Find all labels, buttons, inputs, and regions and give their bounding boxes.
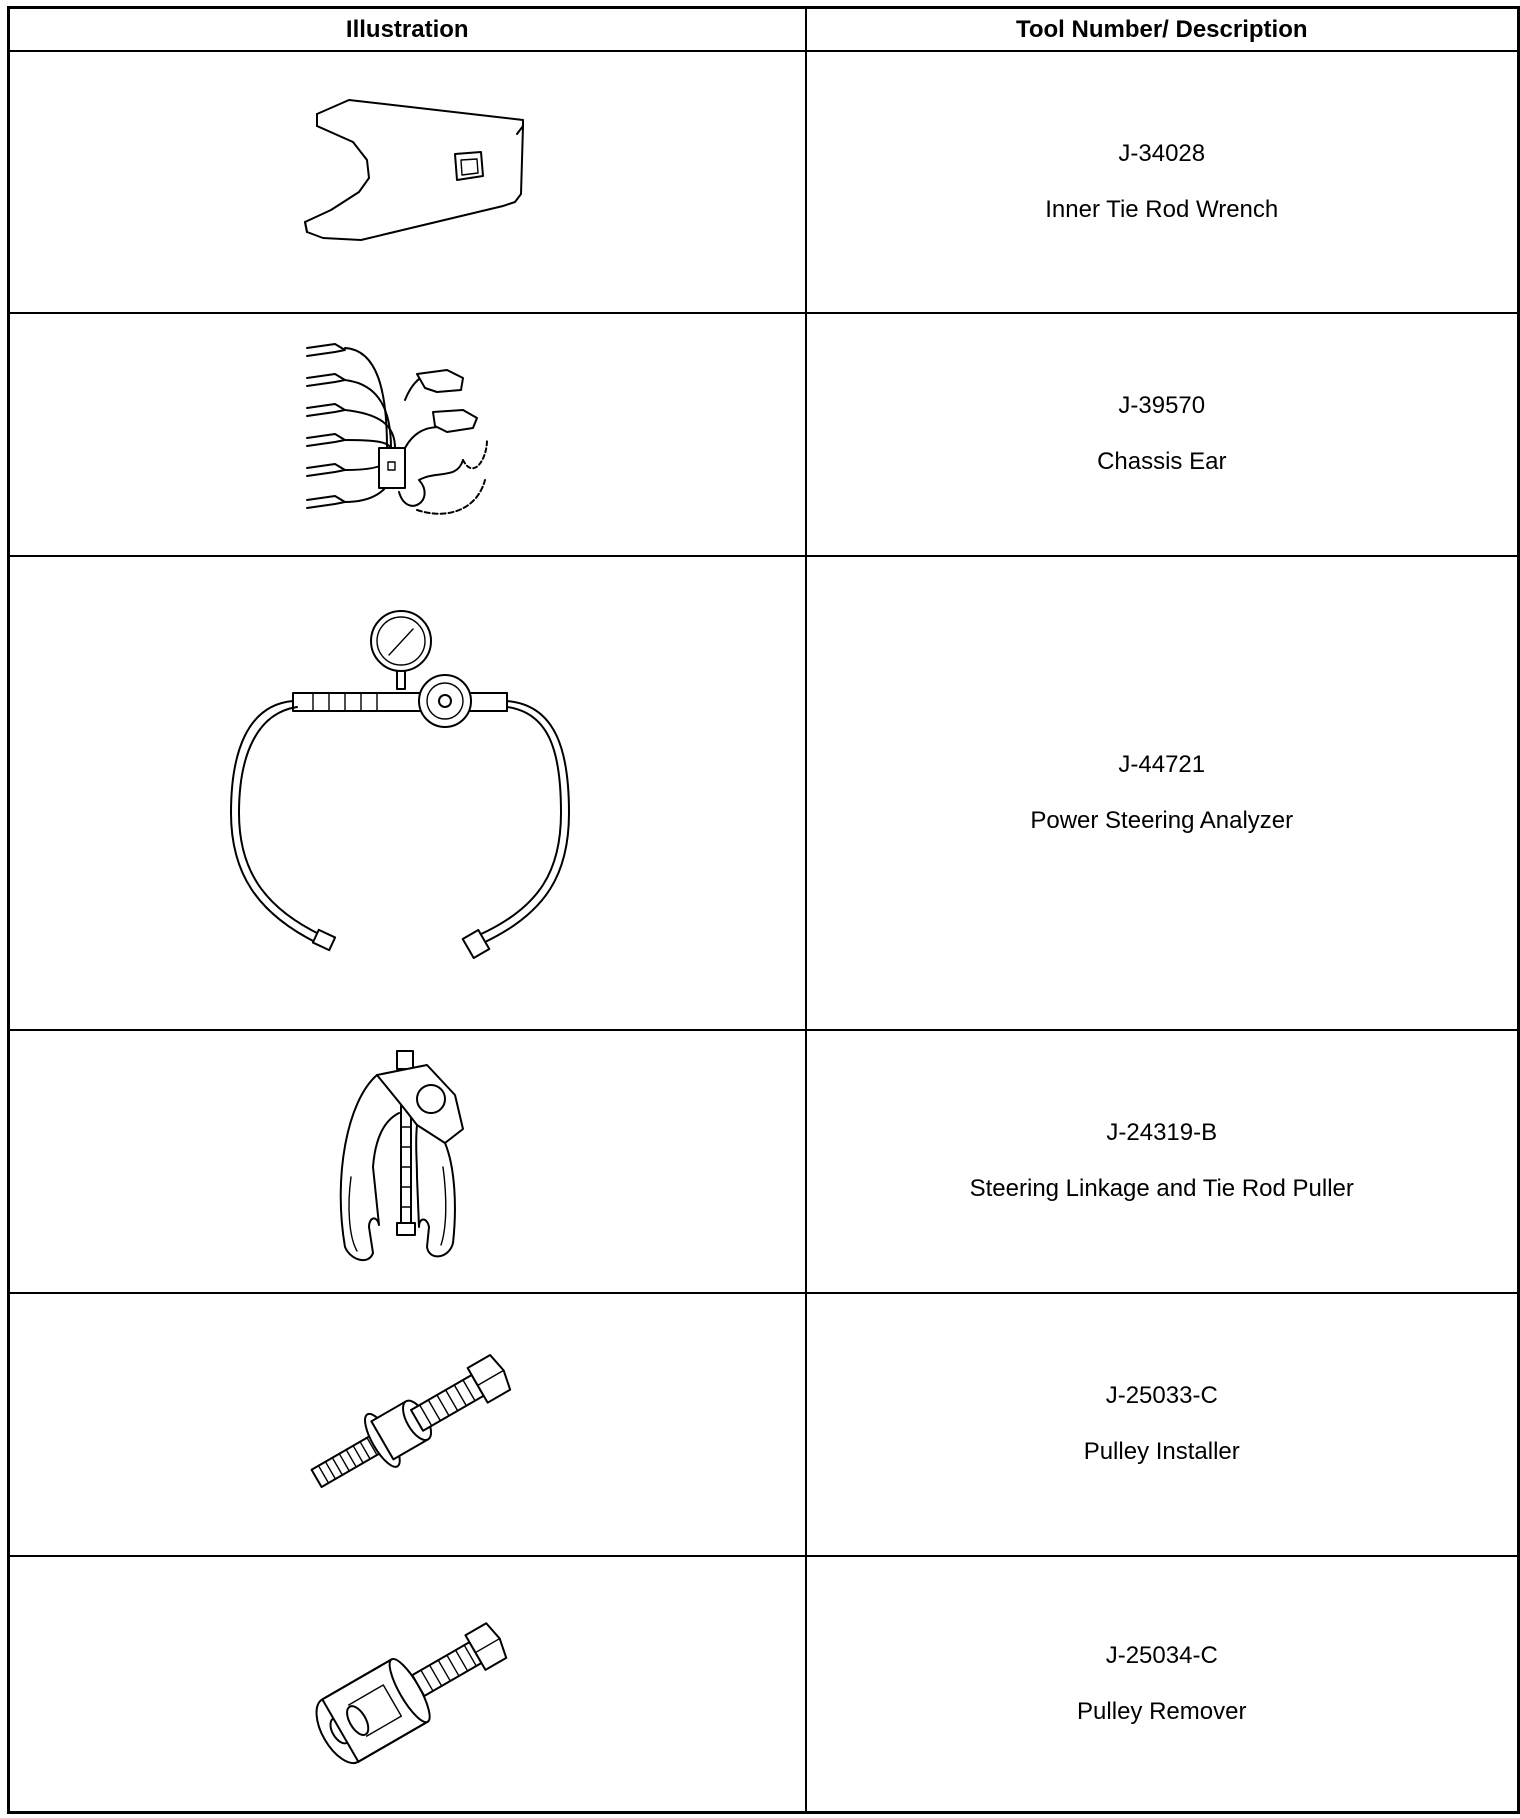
tool-number: J-34028 (1118, 139, 1206, 167)
pulley-installer-icon (292, 1340, 522, 1510)
illustration-cell (9, 1293, 806, 1556)
tool-number: J-25034-C (1105, 1641, 1218, 1669)
chassis-ear-icon (287, 330, 527, 540)
table-row (9, 556, 1519, 1030)
power-steering-analyzer-icon (217, 593, 597, 993)
table-row (9, 51, 1519, 313)
tools-table (7, 6, 1520, 1814)
tool-number: J-44721 (1118, 750, 1206, 778)
header-tool-number-description: Tool Number/ Description (806, 8, 1519, 52)
illustration-cell (9, 556, 806, 1030)
inner-tie-rod-wrench-icon (277, 82, 537, 282)
tool-description-cell (806, 1293, 1519, 1556)
header-row (9, 8, 1519, 52)
illustration-cell (9, 1030, 806, 1293)
tool-description: Pulley Remover (1077, 1697, 1247, 1725)
tool-number: J-25033-C (1105, 1382, 1218, 1410)
tool-number: J-39570 (1118, 392, 1206, 420)
pulley-remover-icon (292, 1599, 522, 1769)
illustration-cell (9, 51, 806, 313)
tool-description-cell (806, 1030, 1519, 1293)
illustration-cell (9, 1556, 806, 1813)
tool-description-cell (806, 556, 1519, 1030)
tool-description-cell (806, 1556, 1519, 1813)
table-row (9, 1030, 1519, 1293)
table-row (9, 1556, 1519, 1813)
tie-rod-puller-icon (307, 1047, 507, 1277)
header-illustration: Illustration (9, 8, 806, 52)
tool-description-cell (806, 51, 1519, 313)
tool-description: Chassis Ear (1097, 448, 1227, 475)
tool-description: Steering Linkage and Tie Rod Puller (969, 1175, 1354, 1202)
tool-number: J-24319-B (1106, 1119, 1218, 1147)
table-row (9, 313, 1519, 556)
table-row (9, 1293, 1519, 1556)
tool-description: Pulley Installer (1083, 1438, 1240, 1465)
tool-description-cell (806, 313, 1519, 556)
tool-description: Inner Tie Rod Wrench (1045, 195, 1279, 223)
tool-description: Power Steering Analyzer (1030, 806, 1294, 834)
illustration-cell (9, 313, 806, 556)
